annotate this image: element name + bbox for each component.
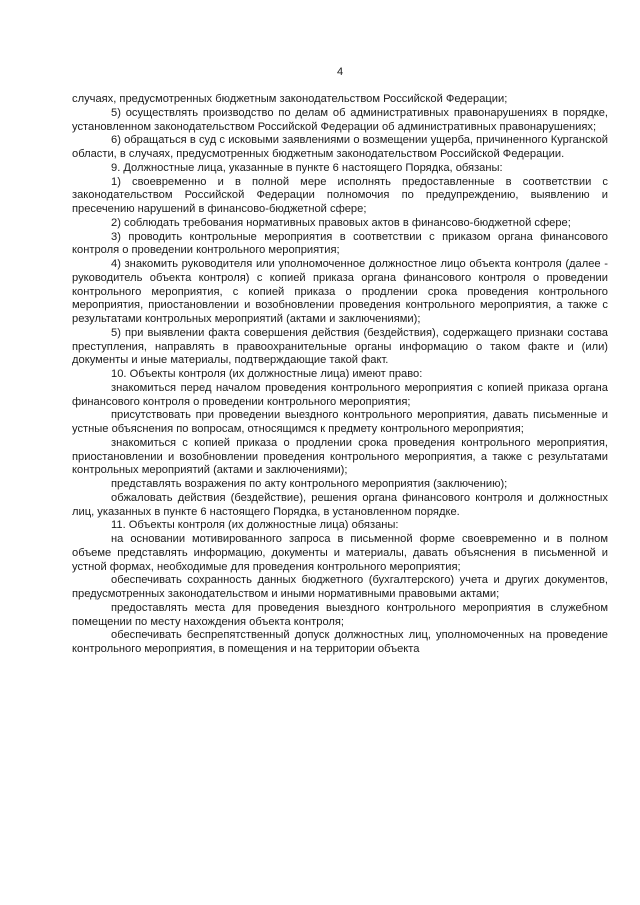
paragraph: обжаловать действия (бездействие), решения органа финансового контроля и должностных лиц, указанных в пункте 6 настоящего Порядка, в установленном порядке. <box>72 491 608 518</box>
paragraph: 1) своевременно и в полной мере исполнять предоставленные в соответствии с законодательством Российской Федерации полномочия по предупреждению, выявлению и пресечению нарушений в финансово-бюджетной сфере; <box>72 175 608 215</box>
paragraph: знакомиться с копией приказа о продлении срока проведения контрольного мероприятия, приостановлении и возобновлении проведения контрольного мероприятия, а также с результатами контрольных мероприятий (актами и заключениями); <box>72 436 608 477</box>
paragraph: 6) обращаться в суд с исковыми заявлениями о возмещении ущерба, причиненного Курганской области, в случаях, предусмотренных бюджетным законодательством Российской Федерации. <box>72 134 608 160</box>
paragraph: 2) соблюдать требования нормативных правовых актов в финансово-бюджетной сфере; <box>111 216 571 229</box>
paragraph: случаях, предусмотренных бюджетным законодательством Российской Федерации; <box>72 93 508 105</box>
paragraph: представлять возражения по акту контрольного мероприятия (заключению); <box>111 478 508 490</box>
paragraph: 9. Должностные лица, указанные в пункте 6 настоящего Порядка, обязаны: <box>111 161 503 174</box>
paragraph: присутствовать при проведении выездного контрольного мероприятия, давать письменные и устные объяснения по вопросам, относящимся к предмету контрольного мероприятия; <box>72 409 608 435</box>
paragraph: 10. Объекты контроля (их должностные лица) имеют право: <box>111 368 423 380</box>
paragraph: 11. Объекты контроля (их должностные лица) обязаны: <box>111 519 399 532</box>
paragraph: предоставлять места для проведения выездного контрольного мероприятия в служебном помещении по месту нахождения объекта контроля; <box>72 601 608 628</box>
document-body <box>72 93 608 657</box>
paragraph: 4) знакомить руководителя или уполномоченное должностное лицо объекта контроля (далее - руководитель объекта контроля) с копией приказа органа финансового контроля о проведении контрольного мероприятия, с копией приказа о продлении срока проведения контрольного мероприятия, приостановлении и возобновлении проведения контрольного мероприятия, а также с результатами контрольных мероприятий (актами и заключениями); <box>72 258 608 325</box>
page-number: 4 <box>336 66 344 78</box>
paragraph: 5) при выявлении факта совершения действия (бездействия), содержащего признаки состава преступления, направлять в правоохранительные органы информацию о таком факте и (или) документы и иные материалы, подтверждающие такой факт. <box>72 326 608 367</box>
paragraph: на основании мотивированного запроса в письменной форме своевременно и в полном объеме представлять информацию, документы и материалы, давать объяснения в письменной и устной формах, необходимые для проведения контрольного мероприятия; <box>72 533 608 573</box>
paragraph: обеспечивать сохранность данных бюджетного (бухгалтерского) учета и других документов, предусмотренных законодательством и иными нормативными правовыми актами; <box>72 574 608 600</box>
paragraph: 3) проводить контрольные мероприятия в соответствии с приказом органа финансового контроля о проведении контрольного мероприятия; <box>72 230 608 257</box>
paragraph: знакомиться перед началом проведения контрольного мероприятия с копией приказа органа финансового контроля о проведении контрольного мероприятия; <box>72 381 608 408</box>
paragraph: обеспечивать беспрепятственный допуск должностных лиц, уполномоченных на проведение контрольного мероприятия, в помещения и на территории объекта <box>72 629 608 655</box>
paragraph: 5) осуществлять производство по делам об административных правонарушениях в порядке, установленном законодательством Российской Федерации об административных правонарушениях; <box>72 106 608 133</box>
